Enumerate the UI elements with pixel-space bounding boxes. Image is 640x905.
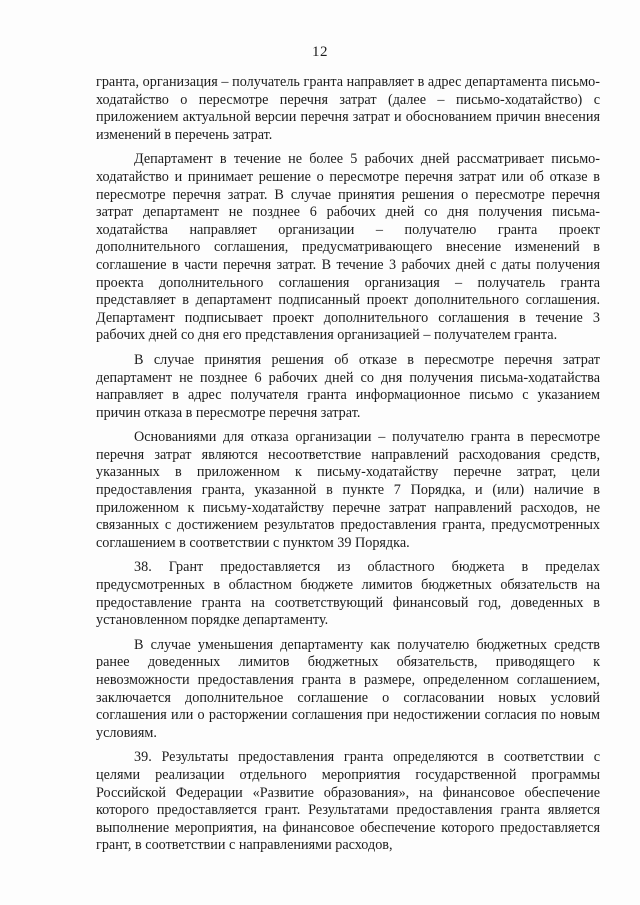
document-body xyxy=(96,74,600,862)
paragraph-continuation: гранта, организация – получатель гранта направляет в адрес департамента письмо-ходатайство о пересмотре перечня затрат (далее – письмо-ходатайство) с приложением актуальной версии перечня затрат и обоснованием причин внесения изменений в перечень затрат. xyxy=(96,74,600,143)
paragraph-item-39: 39. Результаты предоставления гранта определяются в соответствии с целями реализации отдельного мероприятия государственной программы Российской Федерации «Развитие образования», на финансовое обеспечение которого предоставляется грант. Результатами предоставления гранта является выполнение мероприятия, на финансовое обеспечение которого предоставляется грант, в соответствии с направлениями расходов, xyxy=(96,749,600,854)
paragraph-item-38: 38. Грант предоставляется из областного бюджета в пределах предусмотренных в областном бюджете лимитов бюджетных обязательств на предоставление гранта на соответствующий финансовый год, доведенных в установленном порядке департаменту. xyxy=(96,559,600,629)
page-number: 12 xyxy=(312,44,328,60)
paragraph-refusal-grounds: Основаниями для отказа организации – получателю гранта в пересмотре перечня затрат являются несоответствие направлений расходования средств, указанных в приложенном к письму-ходатайству перечне затрат, цели предоставления гранта, указанной в пункте 7 Порядка, и (или) наличие в приложенном к письму-ходатайству перечне затрат направлений расходов, не связанных с достижением результатов предоставления гранта, предусмотренных соглашением в соответствии с пунктом 39 Порядка. xyxy=(96,429,600,551)
paragraph-refusal-notice: В случае принятия решения об отказе в пересмотре перечня затрат департамент не позднее 6 рабочих дней со дня получения письма-ходатайства направляет в адрес получателя гранта информационное письмо с указанием причин отказа в пересмотре перечня затрат. xyxy=(96,351,600,421)
paragraph-review-procedure: Департамент в течение не более 5 рабочих дней рассматривает письмо-ходатайство и принимает решение о пересмотре перечня затрат или об отказе в пересмотре перечня затрат. В случае принятия решения о пересмотре перечня затрат департамент не позднее 6 рабочих дней со дня получения письма-ходатайства направляет организации – получателю гранта проект дополнительного соглашения, предусматривающего внесение изменений в соглашение в части перечня затрат. В течение 3 рабочих дней с даты получения проекта дополнительного соглашения организация – получатель гранта представляет в департамент подписанный проект дополнительного соглашения. Департамент подписывает проект дополнительного соглашения в течение 3 рабочих дней со дня его представления организацией – получателем гранта. xyxy=(96,151,600,344)
paragraph-limits-reduction: В случае уменьшения департаменту как получателю бюджетных средств ранее доведенных лимитов бюджетных обязательств, приводящего к невозможности предоставления гранта в размере, определенном соглашением, заключается дополнительное соглашение о согласовании новых условий соглашения или о расторжении соглашения при недостижении согласия по новым условиям. xyxy=(96,636,600,741)
